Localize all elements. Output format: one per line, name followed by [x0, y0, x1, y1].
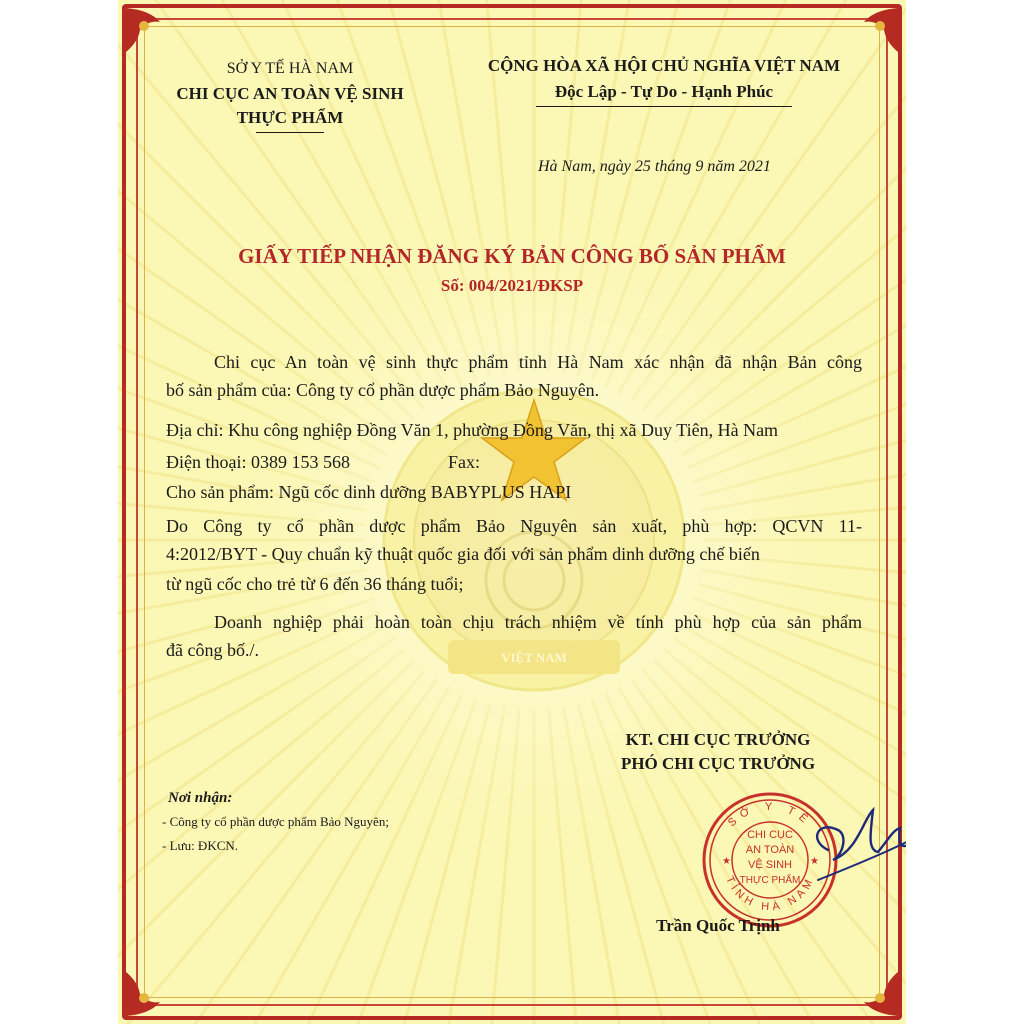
- seal-center-line4: THỰC PHẨM: [739, 875, 801, 886]
- recipient-item: - Lưu: ĐKCN.: [162, 838, 239, 853]
- header-left-line3: THỰC PHẨM: [236, 108, 344, 127]
- recipients-label: Nơi nhận:: [168, 790, 233, 806]
- recipient-item: - Công ty cổ phần dược phẩm Bảo Nguyên;: [162, 814, 389, 829]
- page-title: GIẤY TIẾP NHẬN ĐĂNG KÝ BẢN CÔNG BỐ SẢN PHẨM: [238, 244, 786, 268]
- body-paragraph2-line1: Do Công ty cổ phần dược phẩm Bảo Nguyên sản xuất, phù hợp: QCVN 11-: [166, 516, 862, 536]
- seal-star-icon: ★: [810, 856, 819, 867]
- signer-name: Trần Quốc Trịnh: [656, 916, 780, 935]
- signature-title-line2: PHÓ CHI CỤC TRƯỞNG: [620, 754, 816, 773]
- seal-star-icon: ★: [722, 856, 731, 867]
- body-paragraph3-line2: đã công bố./.: [166, 640, 259, 660]
- header-left-underline: [256, 132, 324, 133]
- product-line: Cho sản phẩm: Ngũ cốc dinh dưỡng BABYPLUS HAPI: [166, 482, 572, 502]
- seal-center-line3: VỆ SINH: [747, 859, 793, 871]
- seal-center-line2: AN TOÀN: [745, 844, 795, 856]
- seal-bottom-text: TỈNH HÀ NAM: [723, 874, 817, 914]
- body-paragraph2-line2: 4:2012/BYT - Quy chuẩn kỹ thuật quốc gia đối với sản phẩm dinh dưỡng chế biến: [166, 544, 760, 564]
- body-paragraph1-line2: bố sản phẩm của: Công ty cổ phần dược phẩm Bảo Nguyên.: [166, 380, 600, 400]
- date-line: Hà Nam, ngày 25 tháng 9 năm 2021: [538, 158, 771, 175]
- seal-top-text: SỞ Y TẾ: [725, 800, 815, 830]
- certificate-document: [118, 0, 906, 1024]
- handwritten-signature: [788, 780, 906, 890]
- body-paragraph2-line3: từ ngũ cốc cho trẻ từ 6 đến 36 tháng tuổi;: [166, 574, 464, 594]
- header-right-line2: Độc Lập - Tự Do - Hạnh Phúc: [554, 82, 774, 101]
- fax-line: Fax:: [448, 452, 481, 472]
- address-line: Địa chỉ: Khu công nghiệp Đồng Văn 1, phường Đồng Văn, thị xã Duy Tiên, Hà Nam: [166, 420, 779, 440]
- phone-line: Điện thoại: 0389 153 568: [166, 452, 350, 472]
- header-right-line1: CỘNG HÒA XÃ HỘI CHỦ NGHĨA VIỆT NAM: [487, 56, 841, 75]
- document-number: Số: 004/2021/ĐKSP: [440, 276, 584, 295]
- body-paragraph3-line1: Doanh nghiệp phải hoàn toàn chịu trách nhiệm về tính phù hợp của sản phẩm: [214, 612, 862, 632]
- seal-center-line1: CHI CỤC: [747, 829, 793, 841]
- header-right-underline: [536, 106, 792, 107]
- header-left-line2: CHI CỤC AN TOÀN VỆ SINH: [176, 84, 404, 103]
- body-paragraph1-line1: Chi cục An toàn vệ sinh thực phẩm tỉnh Hà Nam xác nhận đã nhận Bản công: [214, 352, 862, 372]
- header-left-line1: SỞ Y TẾ HÀ NAM: [226, 60, 354, 77]
- emblem-label: VIỆT NAM: [501, 650, 567, 665]
- signature-title-line1: KT. CHI CỤC TRƯỞNG: [625, 730, 811, 749]
